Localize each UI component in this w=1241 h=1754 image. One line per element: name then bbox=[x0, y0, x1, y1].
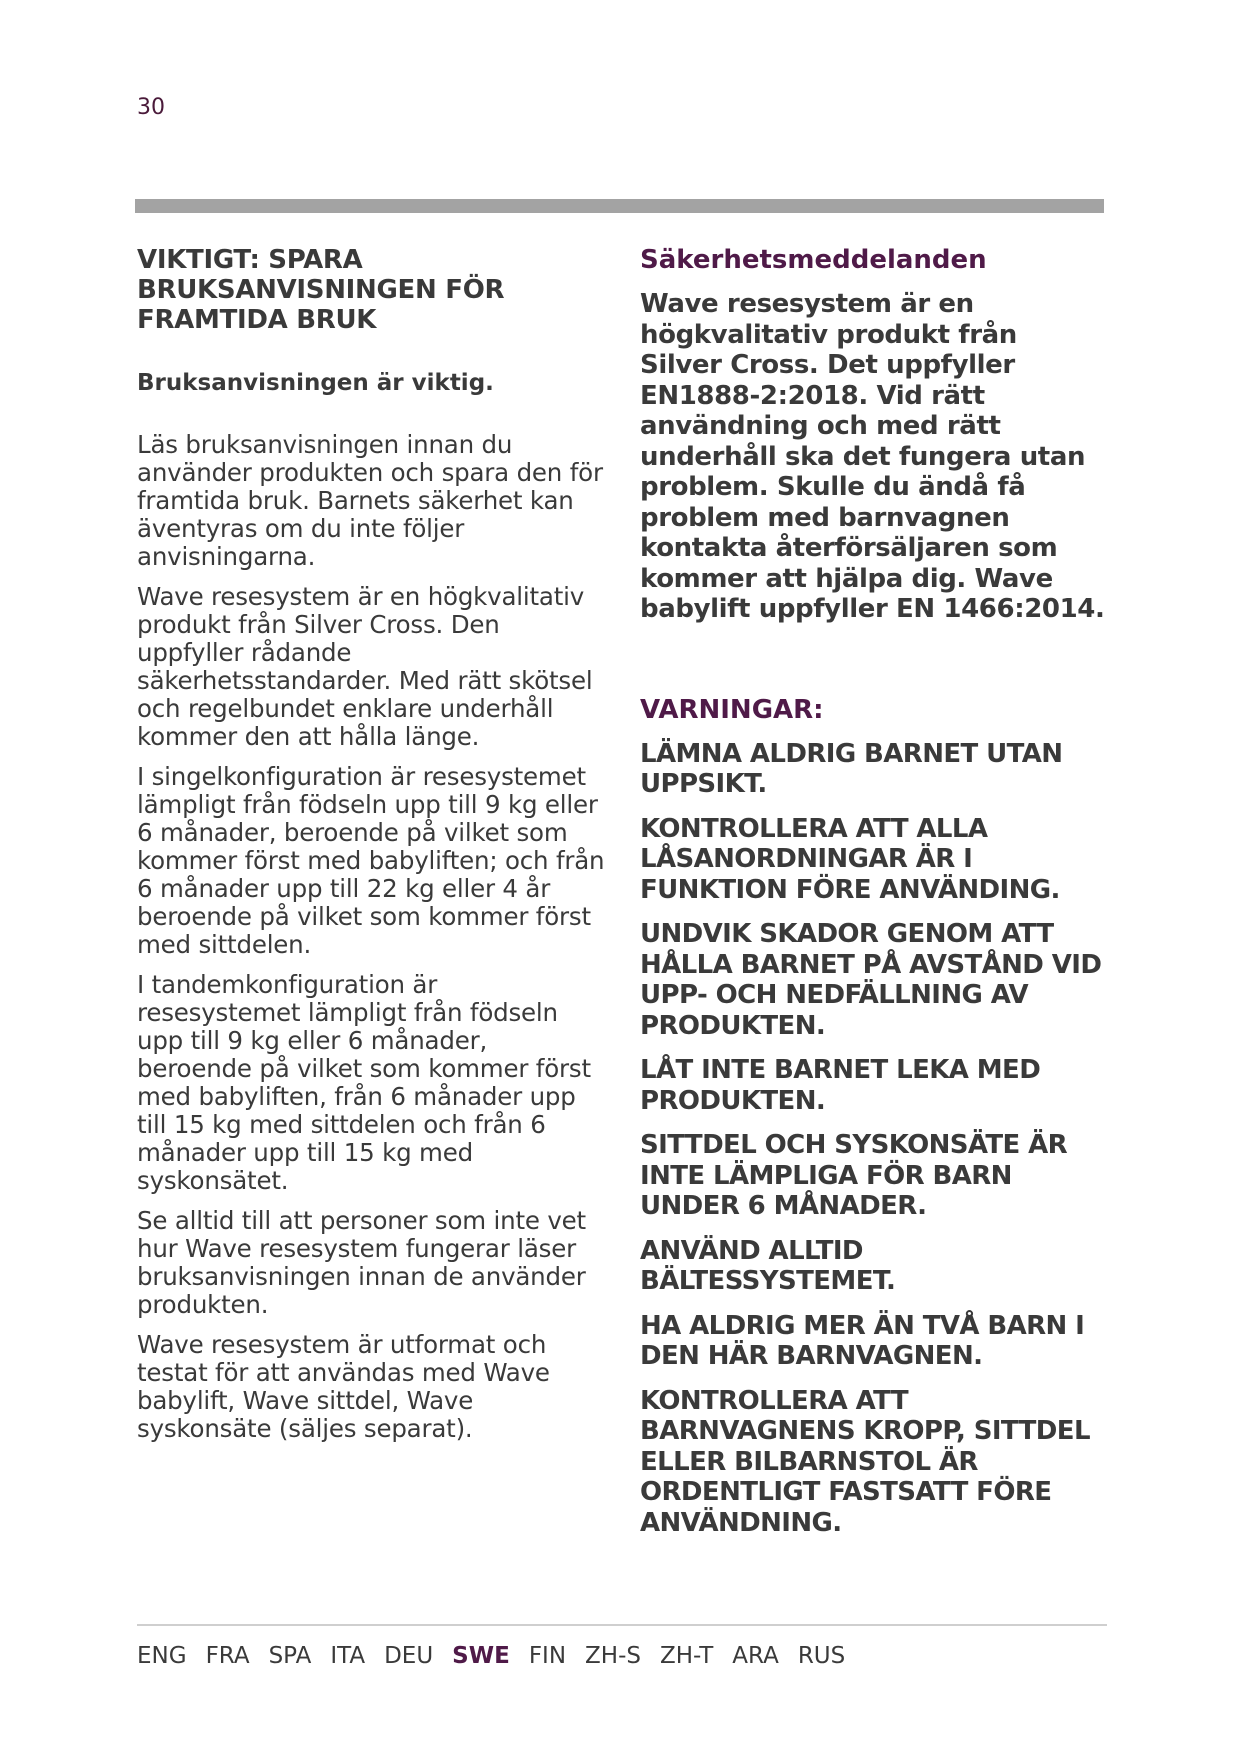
warning-item: KONTROLLERA ATT BARNVAGNENS KROPP, SITTDEL ELLER BILBARNSTOL ÄR ORDENTLIGT FASTSATT FÖRE ANVÄNDNING. bbox=[640, 1385, 1090, 1538]
paragraph: I tandemkonfiguration är resesystemet lämpligt från födseln upp till 9 kg eller 6 månader, beroende på vilket som kommer först med babyliften, från 6 månader upp till 15 kg med sittdelen och från 6 månader upp till 15 kg med syskonsätet. bbox=[137, 970, 591, 1195]
language-link-ara[interactable]: ARA bbox=[732, 1643, 779, 1669]
safety-notices-heading: Säkerhetsmeddelanden bbox=[640, 245, 987, 275]
warning-item: LÄMNA ALDRIG BARNET UTAN UPPSIKT. bbox=[640, 738, 1063, 799]
language-link-ita[interactable]: ITA bbox=[330, 1643, 366, 1669]
top-divider bbox=[135, 199, 1104, 213]
warning-item: ANVÄND ALLTID BÄLTESSYSTEMET. bbox=[640, 1235, 896, 1296]
warning-item: SITTDEL OCH SYSKONSÄTE ÄR INTE LÄMPLIGA FÖR BARN UNDER 6 MÅNADER. bbox=[640, 1130, 1068, 1221]
paragraph: Wave resesystem är en högkvalitativ produkt från Silver Cross. Den uppfyller rådande säkerhetsstandarder. Med rätt skötsel och regelbundet enklare underhåll kommer den att hålla länge. bbox=[137, 582, 593, 751]
language-link-spa[interactable]: SPA bbox=[268, 1643, 312, 1669]
language-link-eng[interactable]: ENG bbox=[137, 1643, 187, 1669]
important-heading: VIKTIGT: SPARA BRUKSANVISNINGEN FÖR FRAMTIDA BRUK bbox=[137, 245, 505, 335]
warning-item: HA ALDRIG MER ÄN TVÅ BARN I DEN HÄR BARNVAGNEN. bbox=[640, 1310, 1085, 1371]
language-link-rus[interactable]: RUS bbox=[797, 1643, 846, 1669]
language-link-swe-active[interactable]: SWE bbox=[452, 1643, 510, 1669]
warning-item: UNDVIK SKADOR GENOM ATT HÅLLA BARNET PÅ AVSTÅND VID UPP- OCH NEDFÄLLNING AV PRODUKTEN. bbox=[640, 919, 1102, 1041]
page-number: 30 bbox=[137, 95, 165, 120]
bottom-divider bbox=[137, 1624, 1107, 1626]
language-link-zh-s[interactable]: ZH-S bbox=[585, 1643, 641, 1669]
language-bar bbox=[137, 1643, 845, 1669]
warning-item: LÅT INTE BARNET LEKA MED PRODUKTEN. bbox=[640, 1055, 1041, 1116]
safety-notices-text: Wave resesystem är en högkvalitativ produkt från Silver Cross. Det uppfyller EN1888-2:2018. Vid rätt användning och med rätt underhåll ska det fungera utan problem. Skulle du ändå få problem med barnvagnen kontakta återförsäljaren som kommer att hjälpa dig. Wave babylift uppfyller EN 1466:2014. bbox=[640, 289, 1105, 624]
paragraph: Se alltid till att personer som inte vet hur Wave resesystem fungerar läser bruksanvisningen innan de använder produkten. bbox=[137, 1206, 586, 1319]
paragraph: I singelkonfiguration är resesystemet lämpligt från födseln upp till 9 kg eller 6 månader, beroende på vilket som kommer först med babyliften; och från 6 månader upp till 22 kg eller 4 år beroende på vilket som kommer först med sittdelen. bbox=[137, 762, 605, 959]
paragraph: Läs bruksanvisningen innan du använder produkten och spara den för framtida bruk. Barnets säkerhet kan äventyras om du inte följer anvisningarna. bbox=[137, 430, 603, 571]
warning-item: KONTROLLERA ATT ALLA LÅSANORDNINGAR ÄR I FUNKTION FÖRE ANVÄNDING. bbox=[640, 813, 1060, 905]
right-column bbox=[640, 245, 1105, 1552]
manual-important-subheading: Bruksanvisningen är viktig. bbox=[137, 370, 494, 396]
language-link-zh-t[interactable]: ZH-T bbox=[660, 1643, 714, 1669]
language-link-deu[interactable]: DEU bbox=[384, 1643, 434, 1669]
paragraph: Wave resesystem är utformat och testat för att användas med Wave babylift, Wave sittdel, Wave syskonsäte (säljes separat). bbox=[137, 1330, 550, 1443]
language-link-fin[interactable]: FIN bbox=[528, 1643, 567, 1669]
language-link-fra[interactable]: FRA bbox=[205, 1643, 250, 1669]
warnings-heading: VARNINGAR: bbox=[640, 694, 824, 725]
left-column bbox=[137, 245, 607, 1455]
